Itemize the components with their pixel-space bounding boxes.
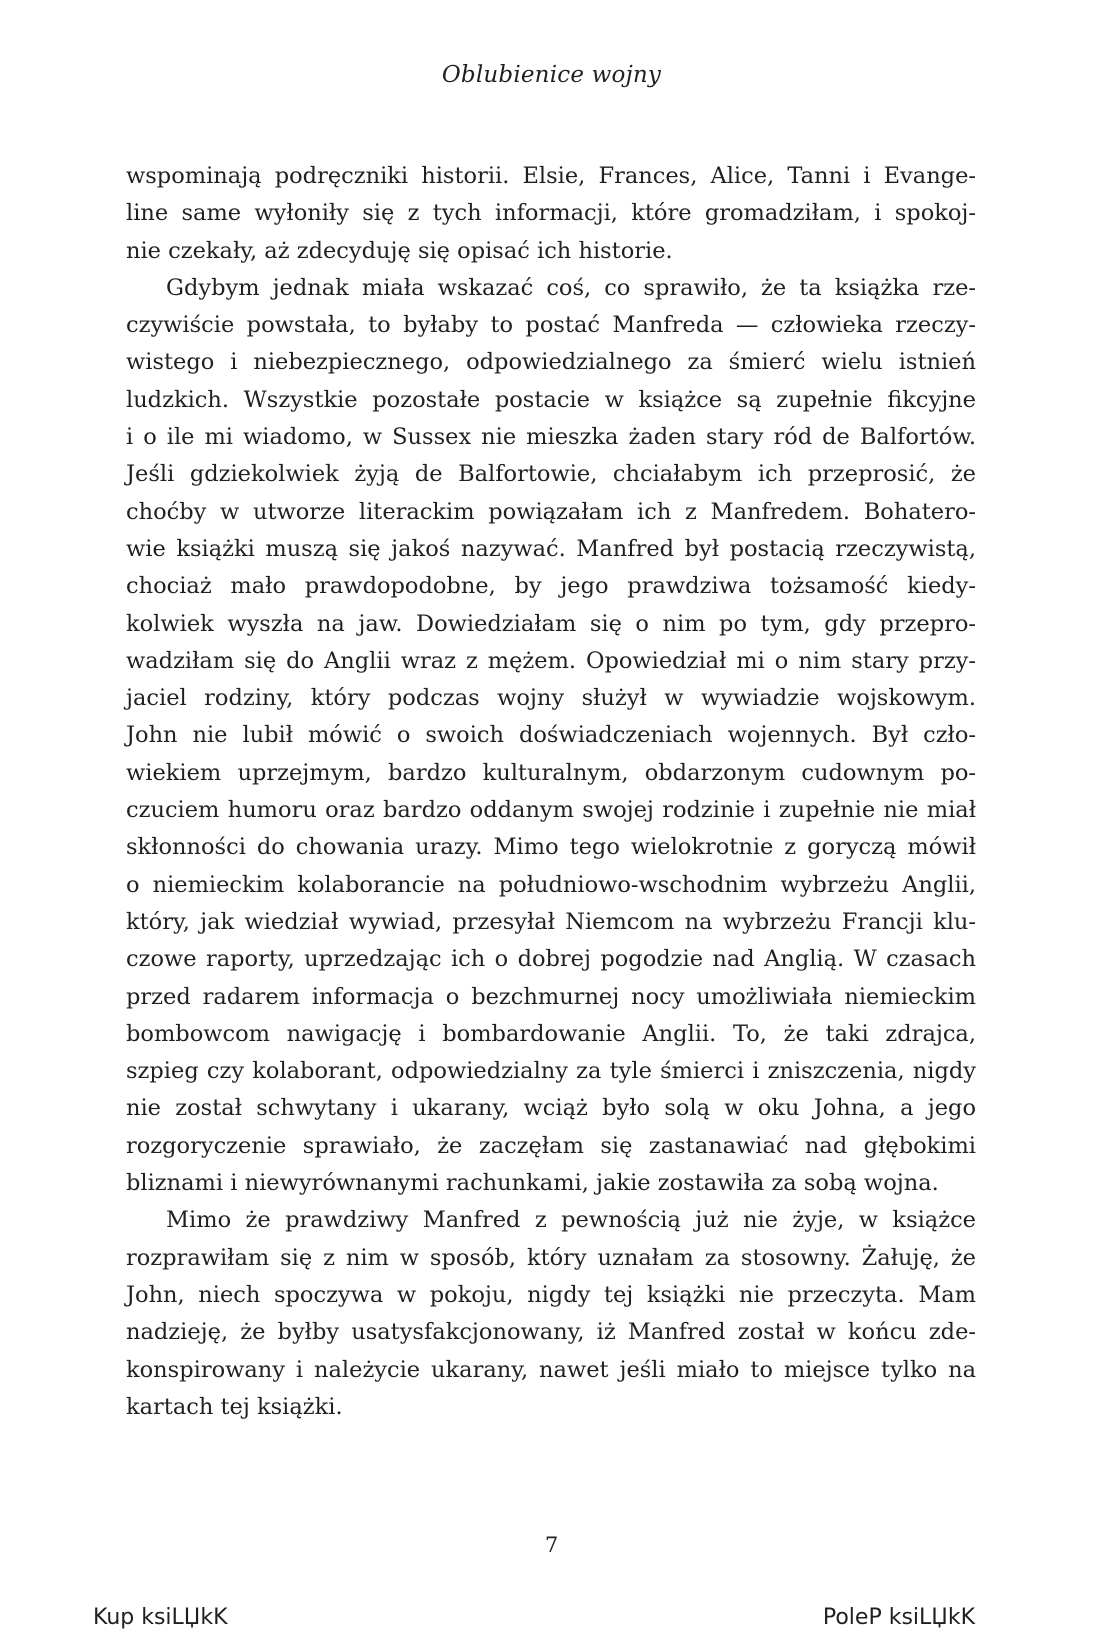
text-line: wistego i niebezpiecznego, odpowiedzialnego za śmierć wielu istnień [126,349,976,376]
text-line: wiekiem uprzejmym, bardzo kulturalnym, obdarzonym cudownym po- [126,759,976,786]
text-line: rozprawiłam się z nim w sposób, który uznałam za stosowny. Żałuję, że [126,1244,976,1271]
text-line: nie został schwytany i ukarany, wciąż było solą w oku Johna, a jego [126,1095,976,1122]
text-line: kartach tej książki. [126,1393,343,1420]
text-line: bliznami i niewyrównanymi rachunkami, jakie zostawiła za sobą wojna. [126,1170,939,1197]
text-line: choćby w utworze literackim powiązałam ich z Manfredem. Bohatero- [126,498,976,525]
text-line: nie czekały, aż zdecyduję się opisać ich historie. [126,237,673,264]
text-line: czuciem humoru oraz bardzo oddanym swojej rodzinie i zupełnie nie miał [126,797,976,824]
page-number: 7 [544,1533,559,1557]
text-line: Gdybym jednak miała wskazać coś, co sprawiło, że ta książka rze- [166,274,976,301]
paragraph [126,1202,976,1426]
text-line: czywiście powstała, to byłaby to postać Manfreda — człowieka rzeczy- [126,312,976,339]
text-line: rozgoryczenie sprawiało, że zaczęłam się zastanawiać nad głębokimi [126,1132,976,1159]
text-line: bombowcom nawigację i bombardowanie Anglii. To, że taki zdrajca, [126,1020,976,1047]
text-line: konspirowany i należycie ukarany, nawet jeśli miało to miejsce tylko na [126,1356,976,1383]
text-line: line same wyłoniły się z tych informacji, które gromadziłam, i spokoj- [126,200,976,227]
text-line: o niemieckim kolaborancie na południowo-wschodnim wybrzeżu Anglii, [126,871,976,898]
text-line: John, niech spoczywa w pokoju, nigdy tej książki nie przeczyta. Mam [126,1281,976,1308]
text-line: przed radarem informacja o bezchmurnej nocy umożliwiała niemieckim [126,983,976,1010]
paragraph [126,158,976,270]
buy-book-link[interactable]: Kup ksiLЏkK [93,1605,228,1630]
text-line: jaciel rodziny, który podczas wojny służył w wywiadzie wojskowym. [126,685,976,712]
text-line: ludzkich. Wszystkie pozostałe postacie w książce są zupełnie fikcyjne [126,386,976,413]
text-line: Jeśli gdziekolwiek żyją de Balfortowie, chciałabym ich przeprosić, że [126,461,976,488]
body-text [126,158,976,1426]
text-line: Mimo że prawdziwy Manfred z pewnością już nie żyje, w książce [166,1207,976,1234]
text-line: wadziłam się do Anglii wraz z mężem. Opowiedział mi o nim stary przy- [126,647,976,674]
text-line: kolwiek wyszła na jaw. Dowiedziałam się o nim po tym, gdy przepro- [126,610,976,637]
text-line: czowe raporty, uprzedzając ich o dobrej pogodzie nad Anglią. W czasach [126,946,976,973]
text-line: John nie lubił mówić o swoich doświadczeniach wojennych. Był czło- [126,722,976,749]
text-line: wspominają podręczniki historii. Elsie, Frances, Alice, Tanni i Evange- [126,163,976,189]
text-line: nadzieję, że byłby usatysfakcjonowany, iż Manfred został w końcu zde- [126,1319,976,1346]
text-line: szpieg czy kolaborant, odpowiedzialny za tyle śmierci i zniszczenia, nigdy [126,1058,976,1085]
text-line: chociaż mało prawdopodobne, by jego prawdziwa tożsamość kiedy- [126,573,976,600]
recommend-book-link[interactable]: PoleP ksiLЏkK [822,1605,975,1630]
text-line: który, jak wiedział wywiad, przesyłał Niemcom na wybrzeżu Francji klu- [126,908,976,935]
text-line: wie książki muszą się jakoś nazywać. Manfred był postacią rzeczywistą, [126,535,976,562]
paragraph [126,270,976,1202]
running-head: Oblubienice wojny [441,62,662,88]
text-line: skłonności do chowania urazy. Mimo tego wielokrotnie z goryczą mówił [126,834,976,861]
text-line: i o ile mi wiadomo, w Sussex nie mieszka żaden stary ród de Balfortów. [126,424,976,451]
